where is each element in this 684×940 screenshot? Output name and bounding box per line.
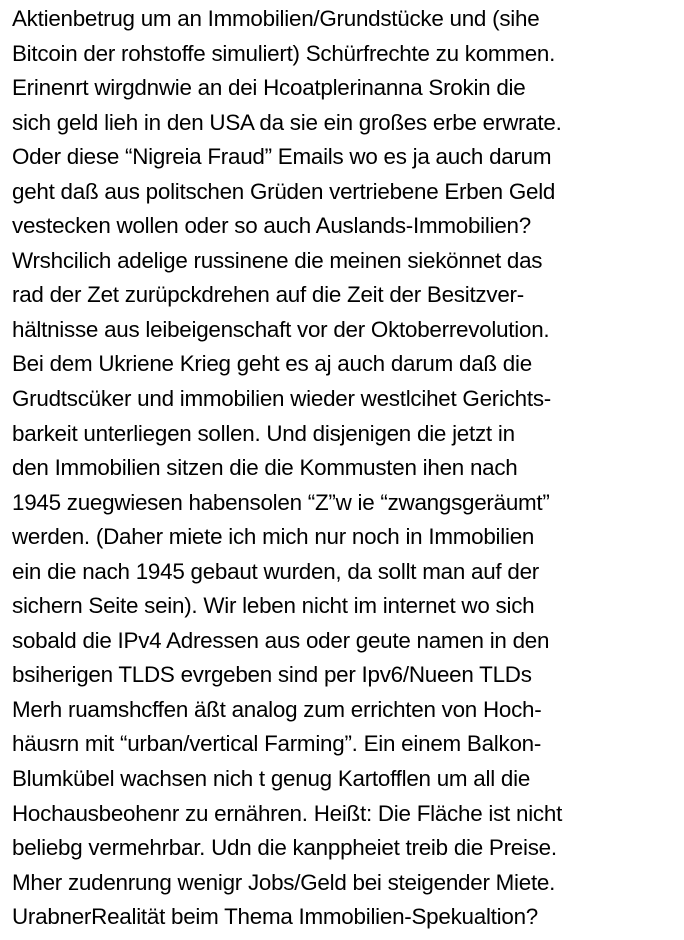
text-line: werden. (Daher miete ich mich nur noch in Immobilien	[12, 524, 535, 550]
text-line: 1945 zuegwiesen habensolen “Z”w ie “zwangsgeräumt”	[12, 489, 550, 515]
text-line: geht daß aus politschen Grüden vertriebene Erben Geld	[12, 178, 556, 204]
text-line: Grudtscüker und immobilien wieder westlcihet Gerichts-	[12, 386, 552, 412]
text-line: bsiherigen TLDS evrgeben sind per Ipv6/Nueen TLDs	[12, 662, 532, 688]
text-line: Oder diese “Nigreia Fraud” Emails wo es ja auch darum	[12, 144, 552, 170]
text-line: Blumkübel wachsen nich t genug Kartofflen um all die	[12, 766, 531, 792]
text-line: vestecken wollen oder so auch Auslands-Immobilien?	[12, 213, 531, 239]
text-line: barkeit unterliegen sollen. Und disjenigen die jetzt in	[12, 420, 515, 446]
text-line: rad der Zet zurüpckdrehen auf die Zeit der Besitzver-	[12, 282, 524, 308]
text-line: Merh ruamshcffen äßt analog zum errichten von Hoch-	[12, 696, 542, 722]
text-line: Aktienbetrug um an Immobilien/Grundstücke und (sihe	[12, 6, 540, 31]
text-line: sobald die IPv4 Adressen aus oder geute namen in den	[12, 627, 550, 653]
text-line: Bitcoin der rohstoffe simuliert) Schürfrechte zu kommen.	[12, 40, 556, 66]
text-line: UrabnerRealität beim Thema Immobilien-Spekualtion?	[12, 904, 538, 930]
text-line: Bei dem Ukriene Krieg geht es aj auch darum daß die	[12, 351, 532, 377]
text-line: häusrn mit “urban/vertical Farming”. Ein einem Balkon-	[12, 731, 542, 757]
text-line: Erinenrt wirgdnwie an dei Hcoatplerinanna Srokin die	[12, 75, 526, 101]
text-line: Mher zudenrung wenigr Jobs/Geld bei steigender Miete.	[12, 869, 556, 895]
text-line: den Immobilien sitzen die die Kommusten ihen nach	[12, 455, 518, 481]
text-line: sich geld lieh in den USA da sie ein großes erbe erwrate.	[12, 109, 562, 135]
text-line: Wrshcilich adelige russinene die meinen siekönnet das	[12, 247, 543, 273]
text-line: beliebg vermehrbar. Udn die kanppheiet treib die Preise.	[12, 835, 557, 861]
document-text	[12, 2, 682, 935]
text-line: ein die nach 1945 gebaut wurden, da sollt man auf der	[12, 558, 539, 584]
text-line: hältnisse aus leibeigenschaft vor der Oktoberrevolution.	[12, 316, 550, 342]
text-line: sichern Seite sein). Wir leben nicht im internet wo sich	[12, 593, 535, 619]
text-line: Hochausbeohenr zu ernähren. Heißt: Die Fläche ist nicht	[12, 800, 563, 826]
